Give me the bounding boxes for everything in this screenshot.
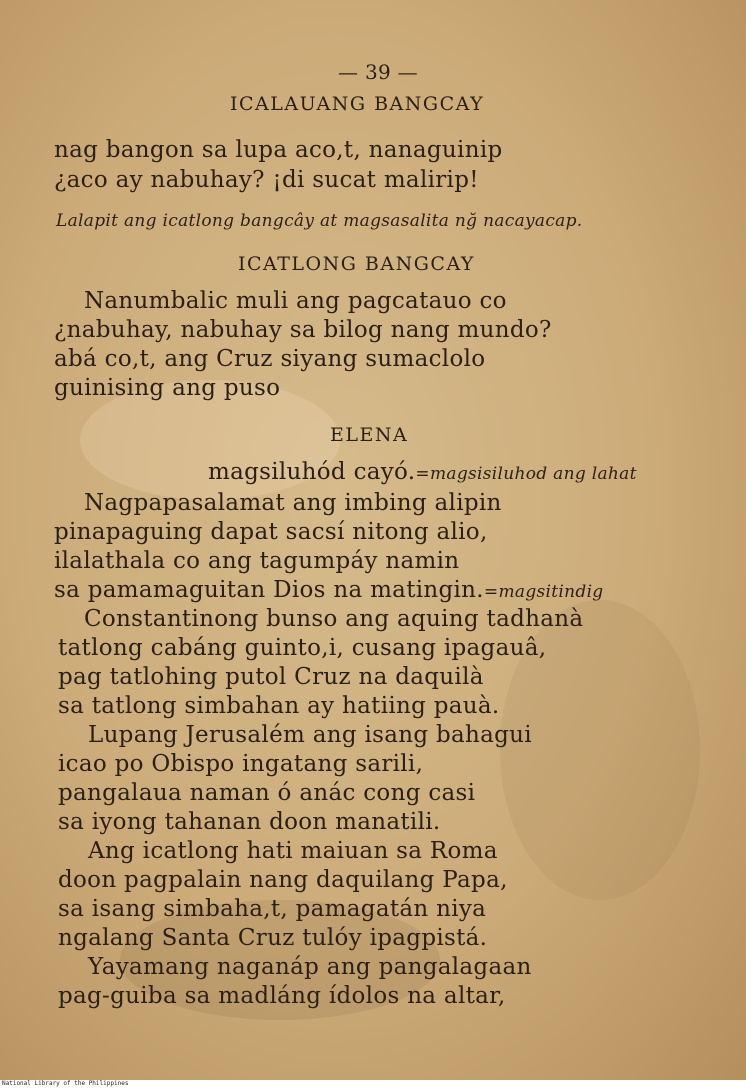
verse-line: guinising ang puso <box>54 375 281 401</box>
library-watermark: National Library of the Philippines <box>0 1080 746 1088</box>
verse-text: sa pamamaguitan Dios na matingin. <box>54 577 484 603</box>
verse-line: tatlong cabáng guinto,i, cusang ipagauâ, <box>58 635 547 661</box>
verse-line: ¿nabuhay, nabuhay sa bilog nang mundo? <box>54 317 552 343</box>
verse-line: Yayamang naganáp ang pangalagaan <box>88 954 532 980</box>
verse-line: ngalang Santa Cruz tulóy ipagpistá. <box>58 925 488 951</box>
verse-line-with-direction <box>208 458 637 488</box>
verse-line: Lupang Jerusalém ang isang bahagui <box>88 722 532 748</box>
verse-line: ¿aco ay nabuhay? ¡di sucat malirip! <box>54 167 479 193</box>
verse-line: abá co,t, ang Cruz siyang sumaclolo <box>54 346 486 372</box>
inline-stage-direction: =magsisiluhod ang lahat <box>415 464 637 484</box>
stage-direction: Lalapit ang icatlong bangcây at magsasalita nğ nacayacap. <box>56 211 583 231</box>
verse-line: icao po Obispo ingatang sarili, <box>58 751 424 777</box>
heading-icatlong-bangcay: ICATLONG BANGCAY <box>238 253 475 275</box>
verse-line: doon pagpalain nang daquilang Papa, <box>58 867 508 893</box>
verse-line: pinapaguing dapat sacsí nitong alio, <box>54 519 488 545</box>
verse-line: Nagpapasalamat ang imbing alipin <box>84 490 502 516</box>
verse-line-with-direction <box>54 576 603 606</box>
verse-line: sa iyong tahanan doon manatili. <box>58 809 441 835</box>
verse-line: Constantinong bunso ang aquing tadhanà <box>84 606 584 632</box>
heading-icalauang-bangcay: ICALAUANG BANGCAY <box>230 93 485 115</box>
verse-line: pag-guiba sa madláng ídolos na altar, <box>58 983 506 1009</box>
verse-line: pangalaua naman ó anác cong casi <box>58 780 476 806</box>
verse-line: ilalathala co ang tagumpáy namin <box>54 548 460 574</box>
inline-stage-direction: =magsitindig <box>483 582 604 602</box>
verse-text: magsiluhód cayó. <box>208 459 416 485</box>
verse-line: sa isang simbaha,t, pamagatán niya <box>58 896 487 922</box>
page-number: — 39 — <box>338 60 418 84</box>
verse-line: nag bangon sa lupa aco,t, nanaguinip <box>54 137 503 163</box>
verse-line: Ang icatlong hati maiuan sa Roma <box>88 838 498 864</box>
verse-line: sa tatlong simbahan ay hatiing pauà. <box>58 693 500 719</box>
verse-line: Nanumbalic muli ang pagcatauo co <box>84 288 507 314</box>
verse-line: pag tatlohing putol Cruz na daquilà <box>58 664 484 690</box>
heading-elena: ELENA <box>330 424 409 446</box>
